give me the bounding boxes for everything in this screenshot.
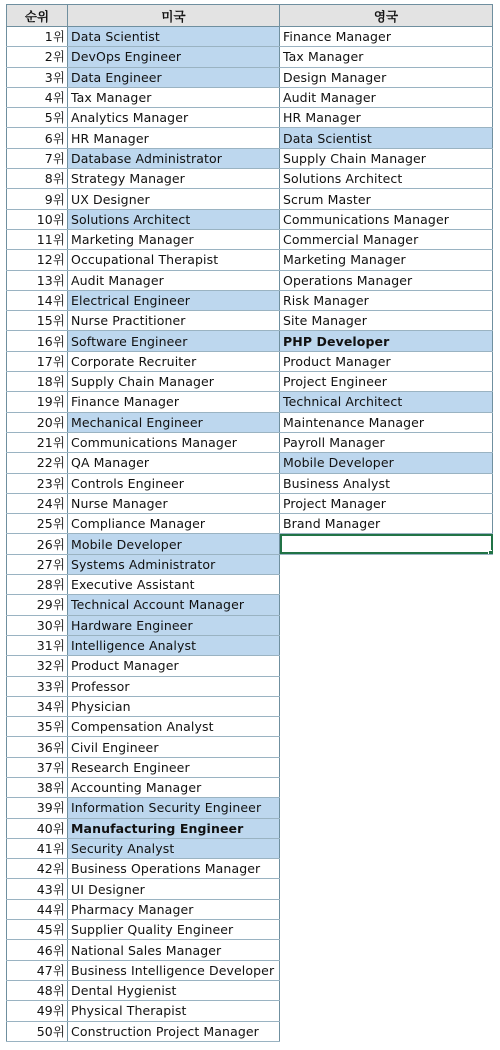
rank-cell[interactable]: 10위 bbox=[7, 209, 68, 229]
table-row bbox=[7, 493, 493, 513]
uk-job-cell[interactable]: Project Engineer bbox=[280, 372, 493, 392]
table-row bbox=[7, 656, 493, 676]
rank-cell[interactable]: 18위 bbox=[7, 372, 68, 392]
fill-handle[interactable] bbox=[488, 550, 493, 555]
table-row bbox=[7, 737, 493, 757]
rank-cell[interactable]: 7위 bbox=[7, 148, 68, 168]
uk-job-cell[interactable]: Scrum Master bbox=[280, 189, 493, 209]
us-job-cell[interactable]: National Sales Manager bbox=[68, 940, 280, 960]
table-row bbox=[7, 676, 493, 696]
rank-cell[interactable]: 40위 bbox=[7, 818, 68, 838]
uk-job-cell[interactable]: Communications Manager bbox=[280, 209, 493, 229]
rank-cell[interactable]: 15위 bbox=[7, 311, 68, 331]
table-row bbox=[7, 209, 493, 229]
table-row bbox=[7, 595, 493, 615]
rank-cell[interactable]: 50위 bbox=[7, 1021, 68, 1041]
uk-job-cell[interactable]: Risk Manager bbox=[280, 290, 493, 310]
rank-cell[interactable]: 20위 bbox=[7, 412, 68, 432]
selected-cell[interactable] bbox=[280, 534, 493, 554]
us-job-cell[interactable]: Business Intelligence Developer bbox=[68, 960, 280, 980]
table-row bbox=[7, 290, 493, 310]
table-row bbox=[7, 331, 493, 351]
table-row bbox=[7, 27, 493, 47]
rank-cell[interactable]: 37위 bbox=[7, 757, 68, 777]
us-job-cell[interactable]: Database Administrator bbox=[68, 148, 280, 168]
uk-job-cell[interactable]: Audit Manager bbox=[280, 87, 493, 107]
rank-cell[interactable]: 28위 bbox=[7, 575, 68, 595]
rank-cell[interactable]: 32위 bbox=[7, 656, 68, 676]
us-job-cell[interactable]: Controls Engineer bbox=[68, 473, 280, 493]
us-job-cell[interactable]: Physician bbox=[68, 696, 280, 716]
rank-cell[interactable]: 25위 bbox=[7, 514, 68, 534]
table-row bbox=[7, 818, 493, 838]
rank-cell[interactable]: 5위 bbox=[7, 108, 68, 128]
table-row bbox=[7, 128, 493, 148]
us-job-cell[interactable]: Compliance Manager bbox=[68, 514, 280, 534]
us-job-cell[interactable]: Nurse Manager bbox=[68, 493, 280, 513]
rank-cell[interactable]: 13위 bbox=[7, 270, 68, 290]
rank-cell[interactable]: 22위 bbox=[7, 453, 68, 473]
us-job-cell[interactable]: Security Analyst bbox=[68, 838, 280, 858]
us-job-cell[interactable]: Data Engineer bbox=[68, 67, 280, 87]
uk-job-cell[interactable]: Product Manager bbox=[280, 351, 493, 371]
us-job-cell[interactable]: Accounting Manager bbox=[68, 777, 280, 797]
empty-cell bbox=[280, 676, 493, 696]
empty-cell bbox=[280, 899, 493, 919]
header-us[interactable]: 미국 bbox=[68, 5, 280, 27]
us-job-cell[interactable]: Tax Manager bbox=[68, 87, 280, 107]
table-row bbox=[7, 372, 493, 392]
rank-cell[interactable]: 11위 bbox=[7, 229, 68, 249]
empty-cell bbox=[280, 717, 493, 737]
us-job-cell[interactable]: Intelligence Analyst bbox=[68, 635, 280, 655]
us-job-cell[interactable]: Construction Project Manager bbox=[68, 1021, 280, 1041]
rank-cell[interactable]: 17위 bbox=[7, 351, 68, 371]
rank-cell[interactable]: 30위 bbox=[7, 615, 68, 635]
uk-job-cell[interactable]: Project Manager bbox=[280, 493, 493, 513]
rank-cell[interactable]: 19위 bbox=[7, 392, 68, 412]
empty-cell bbox=[280, 879, 493, 899]
table-row bbox=[7, 757, 493, 777]
us-job-cell[interactable]: Professor bbox=[68, 676, 280, 696]
empty-cell bbox=[280, 859, 493, 879]
rank-cell[interactable]: 33위 bbox=[7, 676, 68, 696]
table-row bbox=[7, 412, 493, 432]
us-job-cell[interactable]: Technical Account Manager bbox=[68, 595, 280, 615]
table-row bbox=[7, 534, 493, 554]
table-row bbox=[7, 859, 493, 879]
us-job-cell[interactable]: DevOps Engineer bbox=[68, 47, 280, 67]
table-row bbox=[7, 696, 493, 716]
uk-job-cell[interactable]: Supply Chain Manager bbox=[280, 148, 493, 168]
us-job-cell[interactable]: Product Manager bbox=[68, 656, 280, 676]
rank-cell[interactable]: 27위 bbox=[7, 554, 68, 574]
rank-cell[interactable]: 41위 bbox=[7, 838, 68, 858]
empty-cell bbox=[280, 696, 493, 716]
us-job-cell[interactable]: UI Designer bbox=[68, 879, 280, 899]
us-job-cell[interactable]: Corporate Recruiter bbox=[68, 351, 280, 371]
table-row bbox=[7, 311, 493, 331]
rank-cell[interactable]: 23위 bbox=[7, 473, 68, 493]
rank-cell[interactable]: 24위 bbox=[7, 493, 68, 513]
uk-job-cell[interactable]: Business Analyst bbox=[280, 473, 493, 493]
table-row bbox=[7, 250, 493, 270]
empty-cell bbox=[280, 818, 493, 838]
rank-cell[interactable]: 2위 bbox=[7, 47, 68, 67]
rank-cell[interactable]: 3위 bbox=[7, 67, 68, 87]
us-job-cell[interactable]: Executive Assistant bbox=[68, 575, 280, 595]
us-job-cell[interactable]: Occupational Therapist bbox=[68, 250, 280, 270]
us-job-cell[interactable]: Systems Administrator bbox=[68, 554, 280, 574]
table-row bbox=[7, 899, 493, 919]
table-row bbox=[7, 635, 493, 655]
us-job-cell[interactable]: Research Engineer bbox=[68, 757, 280, 777]
rank-cell[interactable]: 4위 bbox=[7, 87, 68, 107]
table-row bbox=[7, 514, 493, 534]
uk-job-cell[interactable]: Operations Manager bbox=[280, 270, 493, 290]
table-row bbox=[7, 798, 493, 818]
empty-cell bbox=[280, 575, 493, 595]
rank-cell[interactable]: 34위 bbox=[7, 696, 68, 716]
empty-cell bbox=[280, 960, 493, 980]
us-job-cell[interactable]: Supplier Quality Engineer bbox=[68, 920, 280, 940]
us-job-cell[interactable]: Strategy Manager bbox=[68, 169, 280, 189]
us-job-cell[interactable]: UX Designer bbox=[68, 189, 280, 209]
us-job-cell[interactable]: QA Manager bbox=[68, 453, 280, 473]
empty-cell bbox=[280, 777, 493, 797]
empty-cell bbox=[280, 656, 493, 676]
table-row bbox=[7, 270, 493, 290]
table-row bbox=[7, 87, 493, 107]
us-job-cell[interactable]: Pharmacy Manager bbox=[68, 899, 280, 919]
table-row bbox=[7, 1021, 493, 1041]
empty-cell bbox=[280, 920, 493, 940]
us-job-cell[interactable]: Solutions Architect bbox=[68, 209, 280, 229]
header-rank[interactable]: 순위 bbox=[7, 5, 68, 27]
spreadsheet bbox=[6, 4, 493, 1042]
rank-cell[interactable]: 31위 bbox=[7, 635, 68, 655]
empty-cell bbox=[280, 980, 493, 1000]
rank-cell[interactable]: 38위 bbox=[7, 777, 68, 797]
rank-cell[interactable]: 26위 bbox=[7, 534, 68, 554]
rank-cell[interactable]: 39위 bbox=[7, 798, 68, 818]
uk-job-cell[interactable]: Payroll Manager bbox=[280, 432, 493, 452]
rank-cell[interactable]: 44위 bbox=[7, 899, 68, 919]
table-row bbox=[7, 777, 493, 797]
rank-cell[interactable]: 16위 bbox=[7, 331, 68, 351]
empty-cell bbox=[280, 595, 493, 615]
rank-cell[interactable]: 9위 bbox=[7, 189, 68, 209]
table-row bbox=[7, 575, 493, 595]
us-job-cell[interactable]: Software Engineer bbox=[68, 331, 280, 351]
rank-cell[interactable]: 35위 bbox=[7, 717, 68, 737]
us-job-cell[interactable]: Hardware Engineer bbox=[68, 615, 280, 635]
table-row bbox=[7, 615, 493, 635]
uk-job-cell[interactable]: Maintenance Manager bbox=[280, 412, 493, 432]
table-row bbox=[7, 554, 493, 574]
table-row bbox=[7, 717, 493, 737]
rank-cell[interactable]: 46위 bbox=[7, 940, 68, 960]
us-job-cell[interactable]: Marketing Manager bbox=[68, 229, 280, 249]
us-job-cell[interactable]: Dental Hygienist bbox=[68, 980, 280, 1000]
uk-job-cell[interactable]: Mobile Developer bbox=[280, 453, 493, 473]
rank-cell[interactable]: 48위 bbox=[7, 980, 68, 1000]
empty-cell bbox=[280, 737, 493, 757]
uk-job-cell[interactable]: Site Manager bbox=[280, 311, 493, 331]
table-row bbox=[7, 169, 493, 189]
job-ranking-table bbox=[6, 4, 493, 1042]
table-row bbox=[7, 920, 493, 940]
us-job-cell[interactable]: Audit Manager bbox=[68, 270, 280, 290]
us-job-cell[interactable]: Analytics Manager bbox=[68, 108, 280, 128]
rank-cell[interactable]: 36위 bbox=[7, 737, 68, 757]
table-row bbox=[7, 453, 493, 473]
empty-cell bbox=[280, 940, 493, 960]
empty-cell bbox=[280, 635, 493, 655]
uk-job-cell[interactable]: Finance Manager bbox=[280, 27, 493, 47]
rank-cell[interactable]: 14위 bbox=[7, 290, 68, 310]
us-job-cell[interactable]: Data Scientist bbox=[68, 27, 280, 47]
empty-cell bbox=[280, 615, 493, 635]
table-row bbox=[7, 879, 493, 899]
us-job-cell[interactable]: Communications Manager bbox=[68, 432, 280, 452]
rank-cell[interactable]: 1위 bbox=[7, 27, 68, 47]
empty-cell bbox=[280, 757, 493, 777]
us-job-cell[interactable]: Supply Chain Manager bbox=[68, 372, 280, 392]
table-row bbox=[7, 229, 493, 249]
uk-job-cell[interactable]: Technical Architect bbox=[280, 392, 493, 412]
us-job-cell[interactable]: Electrical Engineer bbox=[68, 290, 280, 310]
table-row bbox=[7, 67, 493, 87]
uk-job-cell[interactable]: HR Manager bbox=[280, 108, 493, 128]
us-job-cell[interactable]: Information Security Engineer bbox=[68, 798, 280, 818]
table-row bbox=[7, 838, 493, 858]
us-job-cell[interactable]: Mechanical Engineer bbox=[68, 412, 280, 432]
us-job-cell[interactable]: HR Manager bbox=[68, 128, 280, 148]
empty-cell bbox=[280, 1001, 493, 1021]
table-row bbox=[7, 473, 493, 493]
header-row bbox=[7, 5, 493, 27]
uk-job-cell[interactable]: PHP Developer bbox=[280, 331, 493, 351]
uk-job-cell[interactable]: Marketing Manager bbox=[280, 250, 493, 270]
us-job-cell[interactable]: Physical Therapist bbox=[68, 1001, 280, 1021]
table-row bbox=[7, 351, 493, 371]
rank-cell[interactable]: 6위 bbox=[7, 128, 68, 148]
empty-cell bbox=[280, 798, 493, 818]
table-row bbox=[7, 47, 493, 67]
rank-cell[interactable]: 43위 bbox=[7, 879, 68, 899]
rank-cell[interactable]: 29위 bbox=[7, 595, 68, 615]
table-row bbox=[7, 1001, 493, 1021]
us-job-cell[interactable]: Compensation Analyst bbox=[68, 717, 280, 737]
us-job-cell[interactable]: Nurse Practitioner bbox=[68, 311, 280, 331]
empty-cell bbox=[280, 554, 493, 574]
table-row bbox=[7, 148, 493, 168]
table-row bbox=[7, 432, 493, 452]
table-row bbox=[7, 108, 493, 128]
uk-job-cell[interactable]: Brand Manager bbox=[280, 514, 493, 534]
table-row bbox=[7, 940, 493, 960]
uk-job-cell[interactable]: Commercial Manager bbox=[280, 229, 493, 249]
header-uk[interactable]: 영국 bbox=[280, 5, 493, 27]
us-job-cell[interactable]: Manufacturing Engineer bbox=[68, 818, 280, 838]
empty-cell bbox=[280, 1021, 493, 1041]
us-job-cell[interactable]: Civil Engineer bbox=[68, 737, 280, 757]
table-row bbox=[7, 392, 493, 412]
rank-cell[interactable]: 8위 bbox=[7, 169, 68, 189]
rank-cell[interactable]: 49위 bbox=[7, 1001, 68, 1021]
table-row bbox=[7, 960, 493, 980]
rank-cell[interactable]: 12위 bbox=[7, 250, 68, 270]
uk-job-cell[interactable]: Solutions Architect bbox=[280, 169, 493, 189]
rank-cell[interactable]: 21위 bbox=[7, 432, 68, 452]
empty-cell bbox=[280, 838, 493, 858]
us-job-cell[interactable]: Finance Manager bbox=[68, 392, 280, 412]
table-row bbox=[7, 189, 493, 209]
table-row bbox=[7, 980, 493, 1000]
rank-cell[interactable]: 47위 bbox=[7, 960, 68, 980]
uk-job-cell[interactable]: Design Manager bbox=[280, 67, 493, 87]
us-job-cell[interactable]: Business Operations Manager bbox=[68, 859, 280, 879]
uk-job-cell[interactable]: Tax Manager bbox=[280, 47, 493, 67]
rank-cell[interactable]: 42위 bbox=[7, 859, 68, 879]
us-job-cell[interactable]: Mobile Developer bbox=[68, 534, 280, 554]
rank-cell[interactable]: 45위 bbox=[7, 920, 68, 940]
uk-job-cell[interactable]: Data Scientist bbox=[280, 128, 493, 148]
